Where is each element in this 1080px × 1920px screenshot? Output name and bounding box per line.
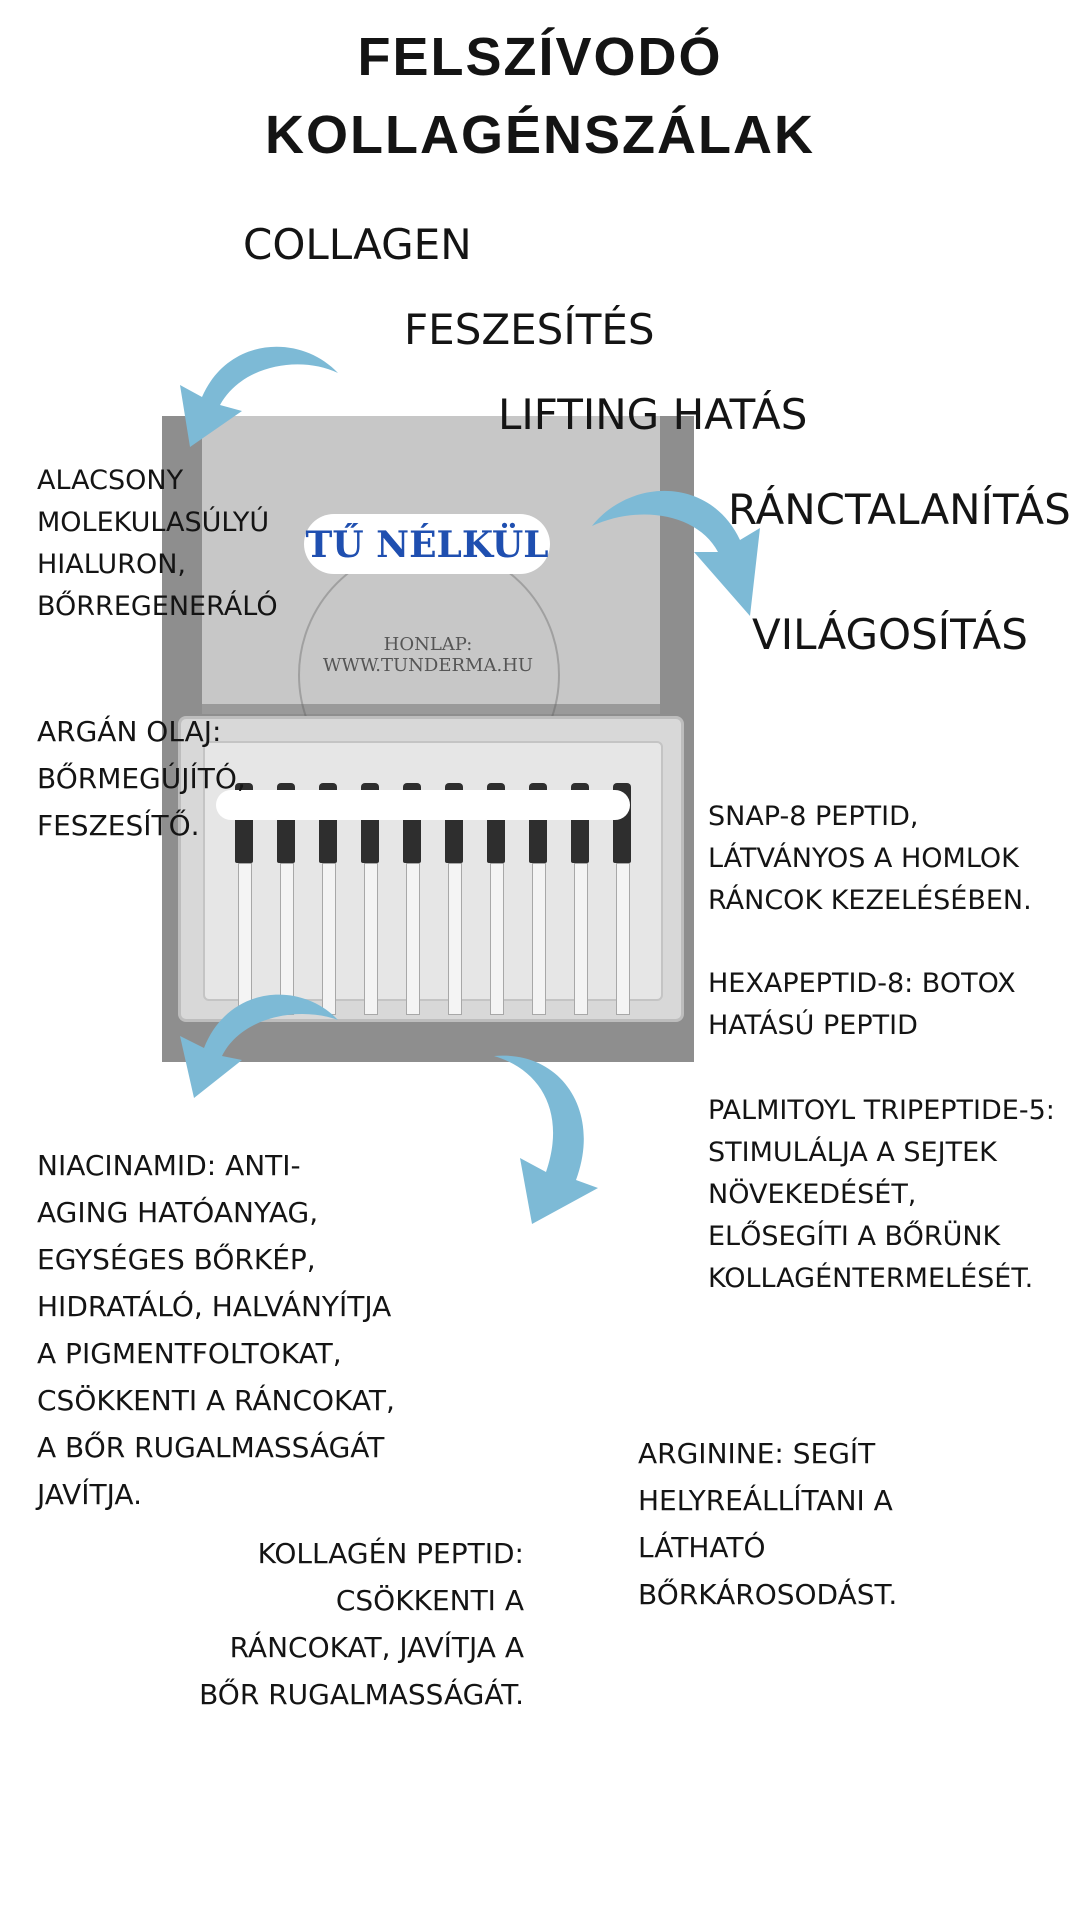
arrow-top-right-icon bbox=[590, 478, 790, 628]
title-line-1: FELSZÍVODÓ bbox=[357, 27, 723, 87]
website-label: HONLAP: bbox=[383, 634, 473, 655]
page-title bbox=[0, 18, 1080, 174]
arrow-bottom-left-icon bbox=[150, 978, 350, 1128]
arrow-top-left-icon bbox=[150, 325, 350, 475]
ingredient-argan: ARGÁN OLAJ: BŐRMEGÚJÍTÓ, FESZESÍTŐ. bbox=[37, 715, 246, 842]
syringe-tray bbox=[178, 716, 684, 1022]
title-line-2: KOLLAGÉNSZÁLAK bbox=[265, 105, 815, 165]
ingredient-arginine: ARGININE: SEGÍT HELYREÁLLÍTANI A LÁTHATÓ BŐRKÁROSODÁST. bbox=[638, 1437, 898, 1611]
keyword-feszesites: FESZESÍTÉS bbox=[404, 305, 655, 354]
ingredient-hialuron: ALACSONY MOLEKULASÚLYÚ HIALURON, BŐRREGENERÁLÓ bbox=[37, 465, 278, 622]
keyword-collagen: COLLAGEN bbox=[243, 220, 472, 269]
arrow-bottom-center-icon bbox=[490, 1050, 620, 1230]
website-text bbox=[278, 634, 578, 676]
ingredient-kollagen-peptid: KOLLAGÉN PEPTID: CSÖKKENTI A RÁNCOKAT, JAVÍTJA A BŐR RUGALMASSÁGÁT. bbox=[199, 1537, 524, 1711]
ingredient-niacinamid: NIACINAMID: ANTI- AGING HATÓANYAG, EGYSÉGES BŐRKÉP, HIDRATÁLÓ, HALVÁNYÍTJA A PIGMENTFOLTOKAT, CSÖKKENTI A RÁNCOKAT, A BŐR RUGALMASSÁGÁT JAVÍTJA. bbox=[37, 1149, 395, 1511]
redaction-bar bbox=[216, 790, 630, 820]
ingredient-palmitoyl: PALMITOYL TRIPEPTIDE-5: STIMULÁLJA A SEJTEK NÖVEKEDÉSÉT, ELŐSEGÍTI A BŐRÜNK KOLLAGÉNTERMELÉSÉT. bbox=[708, 1095, 1055, 1294]
website-url: WWW.TUNDERMA.HU bbox=[322, 655, 534, 676]
keyword-ranctalanitas: RÁNCTALANÍTÁS bbox=[728, 485, 1071, 534]
ingredient-hexapeptid: HEXAPEPTID-8: BOTOX HATÁSÚ PEPTID bbox=[708, 968, 1016, 1041]
product-label: TŰ NÉLKÜL bbox=[305, 524, 549, 566]
ingredient-snap8: SNAP-8 PEPTID, LÁTVÁNYOS A HOMLOK RÁNCOK KEZELÉSÉBEN. bbox=[708, 801, 1032, 916]
keyword-lifting: LIFTING HATÁS bbox=[498, 390, 808, 439]
keyword-vilagositas: VILÁGOSÍTÁS bbox=[752, 610, 1028, 659]
